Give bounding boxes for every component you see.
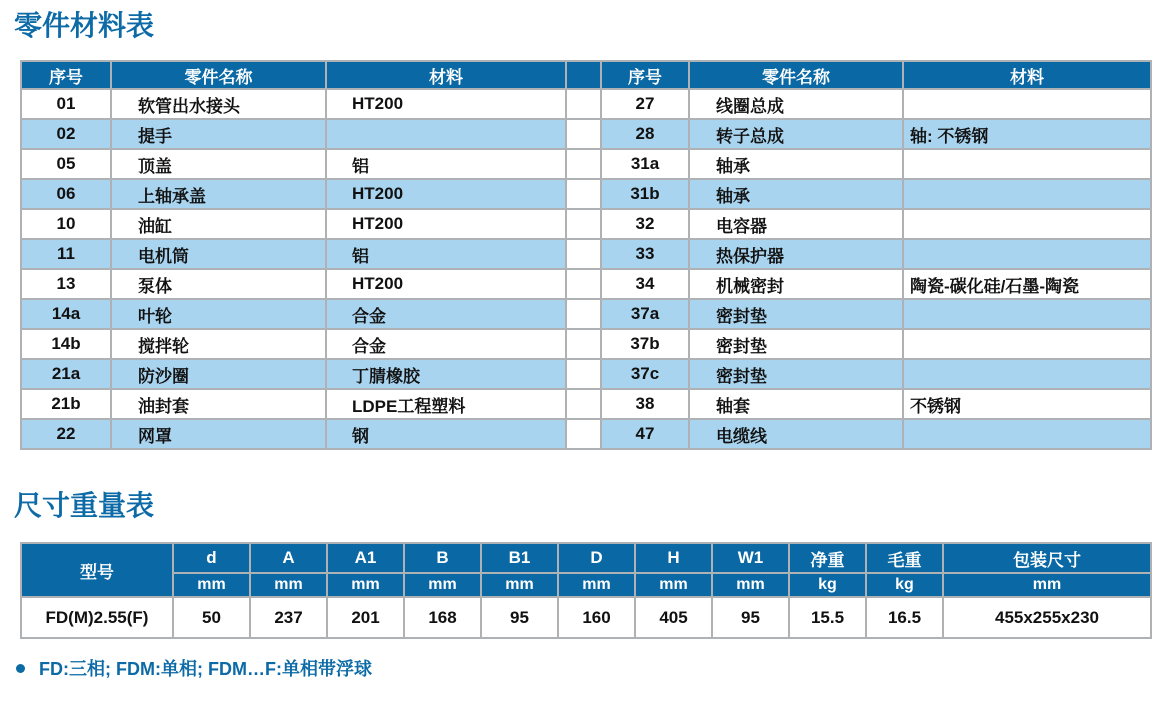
part-material	[903, 179, 1151, 209]
gap-spacer	[566, 299, 601, 329]
header-no-left: 序号	[21, 61, 111, 89]
unit-h: mm	[635, 573, 712, 597]
part-material: 铝	[326, 239, 566, 269]
part-no: 22	[21, 419, 111, 449]
parts-materials-table	[20, 60, 1152, 450]
value-b: 168	[404, 597, 481, 638]
part-no: 01	[21, 89, 111, 119]
header-material-left: 材料	[326, 61, 566, 89]
part-material	[903, 299, 1151, 329]
part-no: 14a	[21, 299, 111, 329]
part-material: 合金	[326, 329, 566, 359]
value-net-weight: 15.5	[789, 597, 866, 638]
part-name: 轴套	[689, 389, 903, 419]
value-h: 405	[635, 597, 712, 638]
part-material	[903, 419, 1151, 449]
unit-w1: mm	[712, 573, 789, 597]
part-no: 33	[601, 239, 689, 269]
part-name: 线圈总成	[689, 89, 903, 119]
header-d: d	[173, 543, 250, 573]
header-gap-spacer	[566, 61, 601, 89]
part-material: 陶瓷-碳化硅/石墨-陶瓷	[903, 269, 1151, 299]
parts-row	[21, 329, 1151, 359]
header-a: A	[250, 543, 327, 573]
part-name: 电容器	[689, 209, 903, 239]
part-name: 油封套	[111, 389, 326, 419]
gap-spacer	[566, 239, 601, 269]
parts-row	[21, 359, 1151, 389]
part-material: 丁腈橡胶	[326, 359, 566, 389]
part-no: 47	[601, 419, 689, 449]
value-w1: 95	[712, 597, 789, 638]
part-no: 37a	[601, 299, 689, 329]
header-w1: W1	[712, 543, 789, 573]
value-d: 50	[173, 597, 250, 638]
part-no: 06	[21, 179, 111, 209]
part-no: 13	[21, 269, 111, 299]
part-material: 铝	[326, 149, 566, 179]
dims-header-row	[21, 543, 1151, 573]
parts-row	[21, 419, 1151, 449]
part-material: 不锈钢	[903, 389, 1151, 419]
gap-spacer	[566, 209, 601, 239]
part-no: 02	[21, 119, 111, 149]
unit-package-size: mm	[943, 573, 1151, 597]
part-no: 27	[601, 89, 689, 119]
unit-a1: mm	[327, 573, 404, 597]
part-name: 泵体	[111, 269, 326, 299]
part-no: 05	[21, 149, 111, 179]
value-package-size: 455x255x230	[943, 597, 1151, 638]
part-material: 合金	[326, 299, 566, 329]
gap-spacer	[566, 269, 601, 299]
part-material	[903, 239, 1151, 269]
gap-spacer	[566, 149, 601, 179]
header-net-weight: 净重	[789, 543, 866, 573]
parts-table-title: 零件材料表	[14, 10, 155, 41]
part-material	[903, 359, 1151, 389]
part-name: 搅拌轮	[111, 329, 326, 359]
part-no: 34	[601, 269, 689, 299]
unit-net-weight: kg	[789, 573, 866, 597]
gap-spacer	[566, 419, 601, 449]
gap-spacer	[566, 389, 601, 419]
part-name: 热保护器	[689, 239, 903, 269]
parts-row	[21, 179, 1151, 209]
part-name: 电机筒	[111, 239, 326, 269]
parts-row	[21, 299, 1151, 329]
parts-row	[21, 119, 1151, 149]
gap-spacer	[566, 119, 601, 149]
part-material: HT200	[326, 89, 566, 119]
part-no: 38	[601, 389, 689, 419]
part-name: 转子总成	[689, 119, 903, 149]
parts-row	[21, 89, 1151, 119]
header-model: 型号	[21, 543, 173, 597]
bullet-icon	[16, 664, 25, 673]
gap-spacer	[566, 359, 601, 389]
part-name: 密封垫	[689, 359, 903, 389]
header-dd: D	[558, 543, 635, 573]
unit-dd: mm	[558, 573, 635, 597]
part-no: 32	[601, 209, 689, 239]
footnote-text: FD:三相; FDM:单相; FDM…F:单相带浮球	[39, 659, 372, 679]
part-material	[326, 119, 566, 149]
part-name: 上轴承盖	[111, 179, 326, 209]
part-no: 21a	[21, 359, 111, 389]
part-material: 钢	[326, 419, 566, 449]
value-a: 237	[250, 597, 327, 638]
header-a1: A1	[327, 543, 404, 573]
part-no: 28	[601, 119, 689, 149]
parts-table-header-row	[21, 61, 1151, 89]
part-name: 叶轮	[111, 299, 326, 329]
part-name: 软管出水接头	[111, 89, 326, 119]
gap-spacer	[566, 329, 601, 359]
parts-row	[21, 389, 1151, 419]
unit-d: mm	[173, 573, 250, 597]
part-material	[903, 209, 1151, 239]
unit-gross-weight: kg	[866, 573, 943, 597]
footnote	[16, 655, 1169, 681]
header-material-right: 材料	[903, 61, 1151, 89]
dims-data-row	[21, 597, 1151, 638]
unit-b1: mm	[481, 573, 558, 597]
value-gross-weight: 16.5	[866, 597, 943, 638]
unit-a: mm	[250, 573, 327, 597]
gap-spacer	[566, 179, 601, 209]
part-name: 防沙圈	[111, 359, 326, 389]
part-no: 14b	[21, 329, 111, 359]
header-b: B	[404, 543, 481, 573]
header-gross-weight: 毛重	[866, 543, 943, 573]
part-material: 轴: 不锈钢	[903, 119, 1151, 149]
part-no: 37b	[601, 329, 689, 359]
header-h: H	[635, 543, 712, 573]
part-name: 机械密封	[689, 269, 903, 299]
part-name: 电缆线	[689, 419, 903, 449]
part-no: 31a	[601, 149, 689, 179]
gap-spacer	[566, 89, 601, 119]
value-a1: 201	[327, 597, 404, 638]
header-package-size: 包装尺寸	[943, 543, 1151, 573]
part-name: 密封垫	[689, 329, 903, 359]
part-material: LDPE工程塑料	[326, 389, 566, 419]
part-name: 油缸	[111, 209, 326, 239]
header-name-right: 零件名称	[689, 61, 903, 89]
parts-row	[21, 239, 1151, 269]
part-name: 轴承	[689, 179, 903, 209]
parts-row	[21, 149, 1151, 179]
dims-units-row	[21, 573, 1151, 597]
dims-table-title: 尺寸重量表	[14, 490, 155, 521]
part-material	[903, 89, 1151, 119]
header-name-left: 零件名称	[111, 61, 326, 89]
part-no: 10	[21, 209, 111, 239]
part-no: 11	[21, 239, 111, 269]
part-no: 21b	[21, 389, 111, 419]
part-name: 轴承	[689, 149, 903, 179]
unit-b: mm	[404, 573, 481, 597]
dimensions-weight-table	[20, 542, 1152, 639]
header-b1: B1	[481, 543, 558, 573]
part-name: 顶盖	[111, 149, 326, 179]
header-no-right: 序号	[601, 61, 689, 89]
part-material: HT200	[326, 179, 566, 209]
part-no: 31b	[601, 179, 689, 209]
part-material	[903, 329, 1151, 359]
part-material: HT200	[326, 269, 566, 299]
part-material: HT200	[326, 209, 566, 239]
parts-row	[21, 269, 1151, 299]
value-b1: 95	[481, 597, 558, 638]
part-no: 37c	[601, 359, 689, 389]
part-material	[903, 149, 1151, 179]
value-dd: 160	[558, 597, 635, 638]
parts-row	[21, 209, 1151, 239]
part-name: 提手	[111, 119, 326, 149]
model-value: FD(M)2.55(F)	[21, 597, 173, 638]
part-name: 密封垫	[689, 299, 903, 329]
part-name: 网罩	[111, 419, 326, 449]
